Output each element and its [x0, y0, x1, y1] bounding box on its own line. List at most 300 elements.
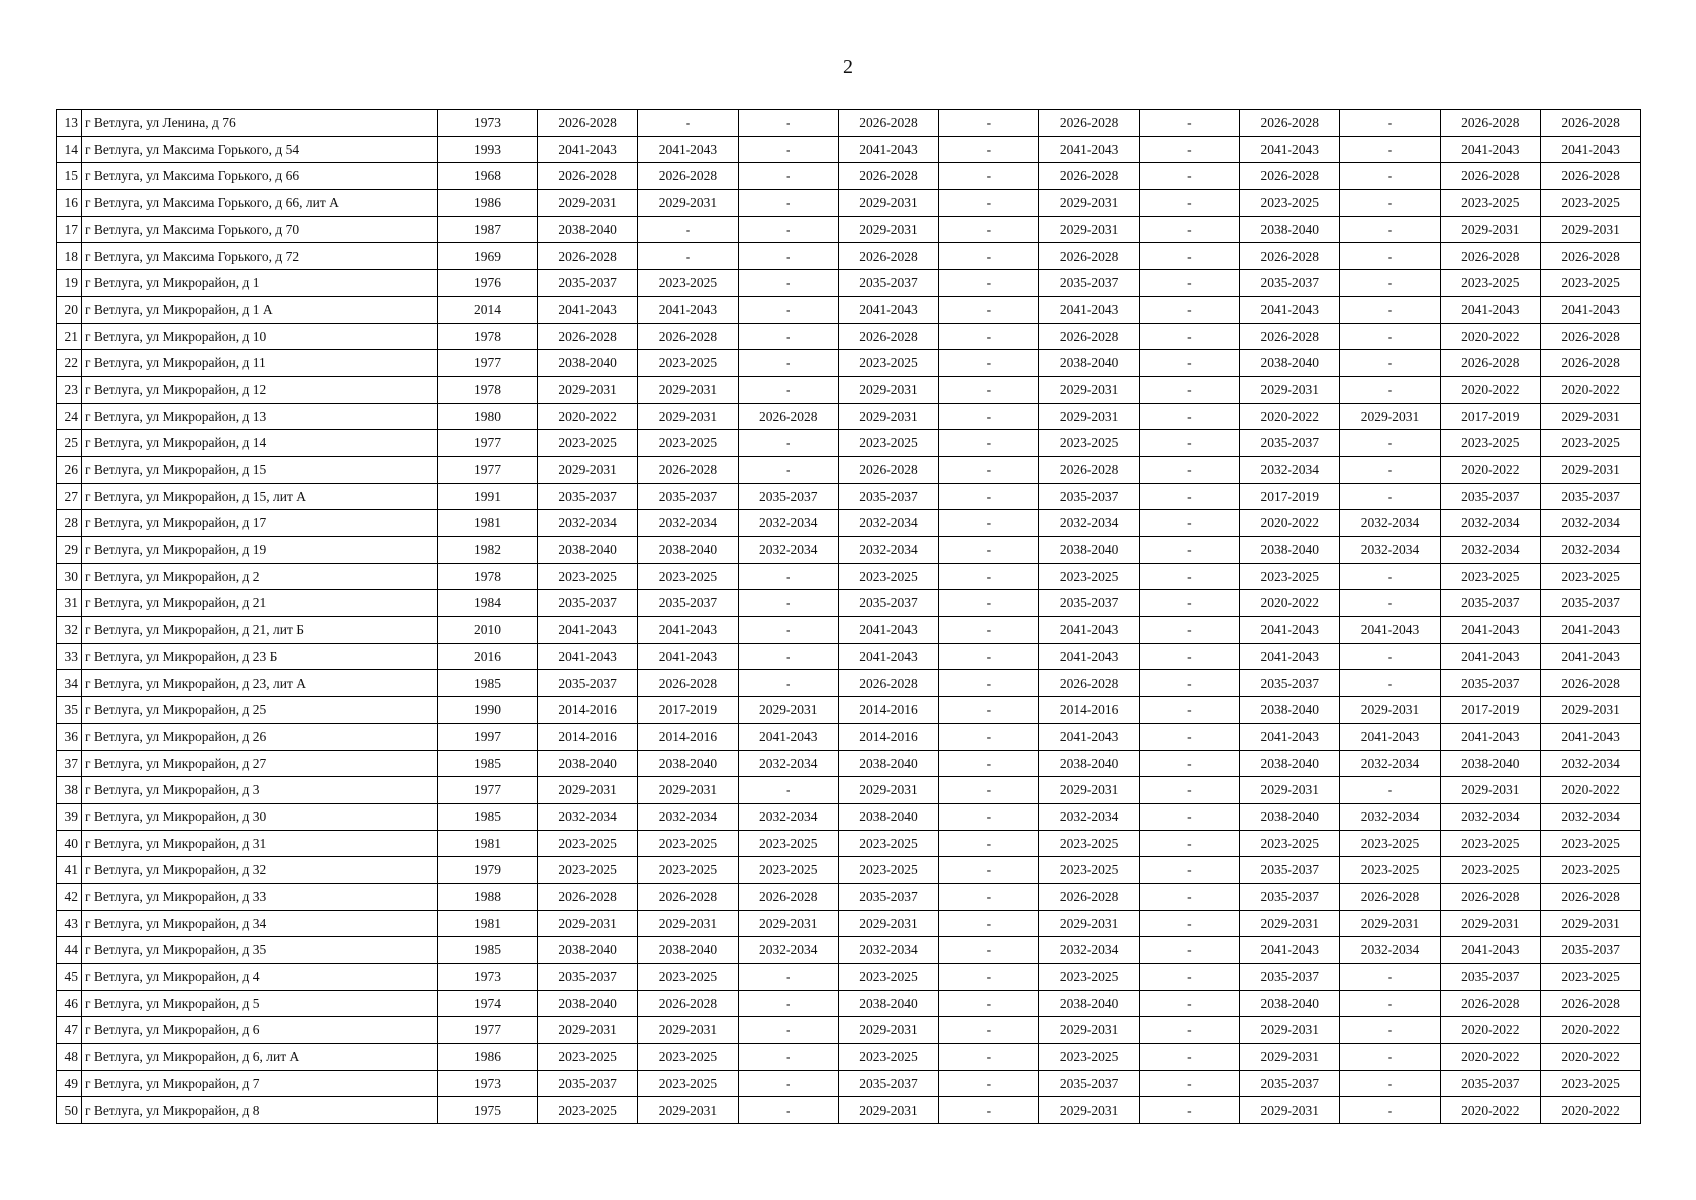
period-cell-2: 2041-2043	[638, 296, 738, 323]
period-cell-2: 2023-2025	[638, 830, 738, 857]
table-row	[57, 777, 1641, 804]
period-cell-8: 2035-2037	[1240, 670, 1340, 697]
period-cell-2: 2029-2031	[638, 403, 738, 430]
period-cell-5: -	[939, 163, 1039, 190]
table-row	[57, 1070, 1641, 1097]
period-cell-11: 2041-2043	[1540, 136, 1640, 163]
period-cell-3: 2032-2034	[738, 537, 838, 564]
address-cell: г Ветлуга, ул Микрорайон, д 12	[82, 376, 438, 403]
period-cell-3: 2032-2034	[738, 510, 838, 537]
period-cell-1: 2029-2031	[538, 456, 638, 483]
period-cell-1: 2023-2025	[538, 857, 638, 884]
build-year-cell: 1984	[438, 590, 538, 617]
period-cell-4: 2041-2043	[838, 617, 938, 644]
period-cell-4: 2035-2037	[838, 590, 938, 617]
period-cell-11: 2023-2025	[1540, 563, 1640, 590]
period-cell-9: -	[1340, 777, 1440, 804]
address-cell: г Ветлуга, ул Микрорайон, д 23 Б	[82, 643, 438, 670]
period-cell-2: -	[638, 243, 738, 270]
period-cell-9: -	[1340, 670, 1440, 697]
row-number-cell: 44	[57, 937, 82, 964]
period-cell-6: 2029-2031	[1039, 376, 1139, 403]
build-year-cell: 1975	[438, 1097, 538, 1124]
period-cell-6: 2026-2028	[1039, 243, 1139, 270]
table-row	[57, 216, 1641, 243]
period-cell-2: 2026-2028	[638, 163, 738, 190]
period-cell-2: -	[638, 110, 738, 137]
table-row	[57, 990, 1641, 1017]
period-cell-8: 2020-2022	[1240, 403, 1340, 430]
period-cell-3: 2029-2031	[738, 910, 838, 937]
table-row	[57, 937, 1641, 964]
period-cell-7: -	[1139, 857, 1239, 884]
period-cell-9: -	[1340, 350, 1440, 377]
period-cell-11: 2029-2031	[1540, 216, 1640, 243]
period-cell-8: 2029-2031	[1240, 1097, 1340, 1124]
period-cell-8: 2041-2043	[1240, 136, 1340, 163]
repair-schedule-table	[56, 109, 1641, 1124]
row-number-cell: 31	[57, 590, 82, 617]
period-cell-8: 2029-2031	[1240, 1017, 1340, 1044]
period-cell-2: 2023-2025	[638, 1070, 738, 1097]
address-cell: г Ветлуга, ул Максима Горького, д 72	[82, 243, 438, 270]
period-cell-9: -	[1340, 590, 1440, 617]
row-number-cell: 49	[57, 1070, 82, 1097]
period-cell-7: -	[1139, 777, 1239, 804]
period-cell-3: -	[738, 563, 838, 590]
period-cell-2: 2023-2025	[638, 1044, 738, 1071]
period-cell-9: -	[1340, 270, 1440, 297]
period-cell-6: 2032-2034	[1039, 803, 1139, 830]
period-cell-3: -	[738, 617, 838, 644]
period-cell-4: 2041-2043	[838, 296, 938, 323]
period-cell-11: 2029-2031	[1540, 697, 1640, 724]
period-cell-11: 2026-2028	[1540, 163, 1640, 190]
period-cell-2: 2026-2028	[638, 670, 738, 697]
period-cell-7: -	[1139, 163, 1239, 190]
row-number-cell: 24	[57, 403, 82, 430]
period-cell-2: 2014-2016	[638, 723, 738, 750]
period-cell-8: 2029-2031	[1240, 910, 1340, 937]
period-cell-7: -	[1139, 910, 1239, 937]
period-cell-3: -	[738, 1017, 838, 1044]
row-number-cell: 40	[57, 830, 82, 857]
period-cell-2: 2026-2028	[638, 883, 738, 910]
period-cell-2: 2029-2031	[638, 777, 738, 804]
row-number-cell: 39	[57, 803, 82, 830]
period-cell-9: -	[1340, 456, 1440, 483]
period-cell-10: 2023-2025	[1440, 270, 1540, 297]
period-cell-10: 2032-2034	[1440, 537, 1540, 564]
period-cell-6: 2023-2025	[1039, 430, 1139, 457]
period-cell-6: 2035-2037	[1039, 483, 1139, 510]
period-cell-8: 2041-2043	[1240, 723, 1340, 750]
table-row	[57, 323, 1641, 350]
table-row	[57, 750, 1641, 777]
period-cell-8: 2020-2022	[1240, 510, 1340, 537]
period-cell-5: -	[939, 670, 1039, 697]
period-cell-4: 2035-2037	[838, 883, 938, 910]
row-number-cell: 48	[57, 1044, 82, 1071]
period-cell-4: 2026-2028	[838, 163, 938, 190]
address-cell: г Ветлуга, ул Микрорайон, д 10	[82, 323, 438, 350]
period-cell-4: 2023-2025	[838, 857, 938, 884]
period-cell-9: -	[1340, 296, 1440, 323]
row-number-cell: 17	[57, 216, 82, 243]
period-cell-2: 2035-2037	[638, 590, 738, 617]
period-cell-2: -	[638, 216, 738, 243]
period-cell-7: -	[1139, 803, 1239, 830]
period-cell-10: 2029-2031	[1440, 910, 1540, 937]
period-cell-10: 2038-2040	[1440, 750, 1540, 777]
period-cell-3: -	[738, 590, 838, 617]
period-cell-1: 2038-2040	[538, 537, 638, 564]
period-cell-11: 2023-2025	[1540, 1070, 1640, 1097]
row-number-cell: 42	[57, 883, 82, 910]
period-cell-3: -	[738, 323, 838, 350]
build-year-cell: 1982	[438, 537, 538, 564]
period-cell-4: 2026-2028	[838, 456, 938, 483]
period-cell-1: 2032-2034	[538, 803, 638, 830]
period-cell-8: 2035-2037	[1240, 270, 1340, 297]
period-cell-11: 2023-2025	[1540, 430, 1640, 457]
period-cell-4: 2014-2016	[838, 697, 938, 724]
period-cell-11: 2035-2037	[1540, 590, 1640, 617]
build-year-cell: 1981	[438, 830, 538, 857]
period-cell-2: 2023-2025	[638, 430, 738, 457]
period-cell-1: 2032-2034	[538, 510, 638, 537]
period-cell-5: -	[939, 483, 1039, 510]
period-cell-1: 2026-2028	[538, 163, 638, 190]
period-cell-10: 2020-2022	[1440, 1017, 1540, 1044]
period-cell-3: 2032-2034	[738, 937, 838, 964]
table-row	[57, 803, 1641, 830]
period-cell-2: 2023-2025	[638, 350, 738, 377]
period-cell-11: 2026-2028	[1540, 110, 1640, 137]
period-cell-1: 2041-2043	[538, 296, 638, 323]
period-cell-10: 2026-2028	[1440, 350, 1540, 377]
period-cell-9: -	[1340, 1070, 1440, 1097]
period-cell-7: -	[1139, 110, 1239, 137]
period-cell-9: 2032-2034	[1340, 537, 1440, 564]
period-cell-9: -	[1340, 323, 1440, 350]
period-cell-5: -	[939, 243, 1039, 270]
period-cell-8: 2029-2031	[1240, 376, 1340, 403]
period-cell-4: 2035-2037	[838, 270, 938, 297]
period-cell-9: -	[1340, 483, 1440, 510]
address-cell: г Ветлуга, ул Микрорайон, д 33	[82, 883, 438, 910]
period-cell-7: -	[1139, 190, 1239, 217]
period-cell-10: 2041-2043	[1440, 617, 1540, 644]
row-number-cell: 23	[57, 376, 82, 403]
period-cell-11: 2023-2025	[1540, 964, 1640, 991]
period-cell-9: -	[1340, 376, 1440, 403]
period-cell-2: 2032-2034	[638, 803, 738, 830]
period-cell-6: 2041-2043	[1039, 136, 1139, 163]
address-cell: г Ветлуга, ул Микрорайон, д 15, лит А	[82, 483, 438, 510]
period-cell-5: -	[939, 697, 1039, 724]
period-cell-2: 2035-2037	[638, 483, 738, 510]
period-cell-4: 2035-2037	[838, 1070, 938, 1097]
period-cell-9: -	[1340, 163, 1440, 190]
period-cell-1: 2035-2037	[538, 483, 638, 510]
period-cell-11: 2020-2022	[1540, 1044, 1640, 1071]
period-cell-8: 2035-2037	[1240, 964, 1340, 991]
table-row	[57, 910, 1641, 937]
period-cell-3: -	[738, 270, 838, 297]
build-year-cell: 1978	[438, 563, 538, 590]
period-cell-3: 2023-2025	[738, 830, 838, 857]
period-cell-1: 2026-2028	[538, 883, 638, 910]
build-year-cell: 1974	[438, 990, 538, 1017]
address-cell: г Ветлуга, ул Микрорайон, д 6	[82, 1017, 438, 1044]
period-cell-2: 2023-2025	[638, 563, 738, 590]
row-number-cell: 29	[57, 537, 82, 564]
table-row	[57, 510, 1641, 537]
period-cell-8: 2020-2022	[1240, 590, 1340, 617]
table-row	[57, 136, 1641, 163]
period-cell-9: 2032-2034	[1340, 510, 1440, 537]
period-cell-8: 2026-2028	[1240, 163, 1340, 190]
period-cell-3: -	[738, 296, 838, 323]
period-cell-10: 2017-2019	[1440, 403, 1540, 430]
period-cell-10: 2035-2037	[1440, 590, 1540, 617]
build-year-cell: 1969	[438, 243, 538, 270]
address-cell: г Ветлуга, ул Микрорайон, д 1 А	[82, 296, 438, 323]
period-cell-3: -	[738, 243, 838, 270]
address-cell: г Ветлуга, ул Микрорайон, д 17	[82, 510, 438, 537]
period-cell-8: 2029-2031	[1240, 777, 1340, 804]
period-cell-1: 2029-2031	[538, 910, 638, 937]
period-cell-9: 2029-2031	[1340, 697, 1440, 724]
build-year-cell: 1985	[438, 670, 538, 697]
period-cell-10: 2041-2043	[1440, 296, 1540, 323]
build-year-cell: 1977	[438, 1017, 538, 1044]
period-cell-2: 2017-2019	[638, 697, 738, 724]
period-cell-8: 2041-2043	[1240, 617, 1340, 644]
period-cell-9: -	[1340, 643, 1440, 670]
period-cell-7: -	[1139, 270, 1239, 297]
address-cell: г Ветлуга, ул Микрорайон, д 27	[82, 750, 438, 777]
period-cell-1: 2020-2022	[538, 403, 638, 430]
period-cell-1: 2026-2028	[538, 110, 638, 137]
period-cell-6: 2029-2031	[1039, 216, 1139, 243]
row-number-cell: 38	[57, 777, 82, 804]
period-cell-11: 2032-2034	[1540, 803, 1640, 830]
period-cell-2: 2032-2034	[638, 510, 738, 537]
build-year-cell: 1985	[438, 750, 538, 777]
row-number-cell: 33	[57, 643, 82, 670]
period-cell-5: -	[939, 376, 1039, 403]
period-cell-11: 2023-2025	[1540, 857, 1640, 884]
row-number-cell: 35	[57, 697, 82, 724]
period-cell-10: 2026-2028	[1440, 110, 1540, 137]
period-cell-11: 2029-2031	[1540, 403, 1640, 430]
period-cell-11: 2029-2031	[1540, 910, 1640, 937]
period-cell-5: -	[939, 803, 1039, 830]
period-cell-1: 2038-2040	[538, 937, 638, 964]
build-year-cell: 1993	[438, 136, 538, 163]
period-cell-10: 2026-2028	[1440, 990, 1540, 1017]
period-cell-2: 2041-2043	[638, 136, 738, 163]
period-cell-7: -	[1139, 296, 1239, 323]
period-cell-3: 2023-2025	[738, 857, 838, 884]
period-cell-9: -	[1340, 1044, 1440, 1071]
row-number-cell: 36	[57, 723, 82, 750]
period-cell-1: 2023-2025	[538, 830, 638, 857]
period-cell-9: -	[1340, 136, 1440, 163]
period-cell-7: -	[1139, 643, 1239, 670]
address-cell: г Ветлуга, ул Микрорайон, д 35	[82, 937, 438, 964]
period-cell-5: -	[939, 1044, 1039, 1071]
period-cell-6: 2038-2040	[1039, 350, 1139, 377]
period-cell-3: -	[738, 1044, 838, 1071]
period-cell-4: 2029-2031	[838, 376, 938, 403]
period-cell-5: -	[939, 883, 1039, 910]
period-cell-8: 2038-2040	[1240, 750, 1340, 777]
period-cell-10: 2020-2022	[1440, 1097, 1540, 1124]
period-cell-11: 2020-2022	[1540, 777, 1640, 804]
table-row	[57, 243, 1641, 270]
period-cell-7: -	[1139, 723, 1239, 750]
period-cell-1: 2041-2043	[538, 643, 638, 670]
period-cell-7: -	[1139, 670, 1239, 697]
period-cell-2: 2023-2025	[638, 857, 738, 884]
period-cell-6: 2041-2043	[1039, 296, 1139, 323]
period-cell-6: 2029-2031	[1039, 1017, 1139, 1044]
period-cell-2: 2038-2040	[638, 750, 738, 777]
period-cell-10: 2020-2022	[1440, 323, 1540, 350]
period-cell-1: 2035-2037	[538, 1070, 638, 1097]
period-cell-4: 2023-2025	[838, 563, 938, 590]
period-cell-6: 2038-2040	[1039, 537, 1139, 564]
period-cell-9: 2023-2025	[1340, 830, 1440, 857]
period-cell-9: -	[1340, 990, 1440, 1017]
period-cell-4: 2026-2028	[838, 243, 938, 270]
row-number-cell: 14	[57, 136, 82, 163]
table-row	[57, 563, 1641, 590]
period-cell-10: 2026-2028	[1440, 163, 1540, 190]
period-cell-11: 2026-2028	[1540, 670, 1640, 697]
period-cell-4: 2023-2025	[838, 830, 938, 857]
period-cell-8: 2032-2034	[1240, 456, 1340, 483]
period-cell-7: -	[1139, 403, 1239, 430]
period-cell-8: 2026-2028	[1240, 243, 1340, 270]
build-year-cell: 1985	[438, 803, 538, 830]
address-cell: г Ветлуга, ул Микрорайон, д 7	[82, 1070, 438, 1097]
period-cell-8: 2035-2037	[1240, 1070, 1340, 1097]
period-cell-5: -	[939, 937, 1039, 964]
build-year-cell: 1986	[438, 190, 538, 217]
period-cell-9: -	[1340, 964, 1440, 991]
period-cell-3: -	[738, 216, 838, 243]
period-cell-8: 2041-2043	[1240, 296, 1340, 323]
row-number-cell: 20	[57, 296, 82, 323]
period-cell-8: 2041-2043	[1240, 937, 1340, 964]
address-cell: г Ветлуга, ул Микрорайон, д 34	[82, 910, 438, 937]
period-cell-4: 2023-2025	[838, 964, 938, 991]
row-number-cell: 22	[57, 350, 82, 377]
period-cell-2: 2023-2025	[638, 270, 738, 297]
row-number-cell: 46	[57, 990, 82, 1017]
period-cell-4: 2014-2016	[838, 723, 938, 750]
row-number-cell: 47	[57, 1017, 82, 1044]
period-cell-7: -	[1139, 750, 1239, 777]
period-cell-6: 2026-2028	[1039, 883, 1139, 910]
table-row	[57, 403, 1641, 430]
address-cell: г Ветлуга, ул Максима Горького, д 70	[82, 216, 438, 243]
row-number-cell: 21	[57, 323, 82, 350]
period-cell-6: 2026-2028	[1039, 670, 1139, 697]
period-cell-7: -	[1139, 1044, 1239, 1071]
period-cell-6: 2041-2043	[1039, 617, 1139, 644]
address-cell: г Ветлуга, ул Микрорайон, д 11	[82, 350, 438, 377]
period-cell-8: 2038-2040	[1240, 697, 1340, 724]
period-cell-5: -	[939, 270, 1039, 297]
period-cell-11: 2041-2043	[1540, 617, 1640, 644]
period-cell-8: 2023-2025	[1240, 190, 1340, 217]
table-row	[57, 964, 1641, 991]
period-cell-9: 2041-2043	[1340, 723, 1440, 750]
table-row	[57, 883, 1641, 910]
period-cell-6: 2026-2028	[1039, 163, 1139, 190]
table-row	[57, 590, 1641, 617]
period-cell-1: 2026-2028	[538, 323, 638, 350]
period-cell-11: 2032-2034	[1540, 750, 1640, 777]
build-year-cell: 1988	[438, 883, 538, 910]
period-cell-8: 2023-2025	[1240, 563, 1340, 590]
build-year-cell: 1986	[438, 1044, 538, 1071]
period-cell-3: -	[738, 163, 838, 190]
period-cell-1: 2041-2043	[538, 136, 638, 163]
period-cell-2: 2041-2043	[638, 617, 738, 644]
period-cell-7: -	[1139, 136, 1239, 163]
period-cell-9: -	[1340, 563, 1440, 590]
table-row	[57, 296, 1641, 323]
period-cell-5: -	[939, 1070, 1039, 1097]
period-cell-4: 2029-2031	[838, 910, 938, 937]
period-cell-5: -	[939, 910, 1039, 937]
period-cell-6: 2029-2031	[1039, 190, 1139, 217]
period-cell-7: -	[1139, 376, 1239, 403]
period-cell-3: -	[738, 964, 838, 991]
period-cell-10: 2020-2022	[1440, 1044, 1540, 1071]
period-cell-4: 2041-2043	[838, 643, 938, 670]
period-cell-7: -	[1139, 697, 1239, 724]
period-cell-4: 2029-2031	[838, 403, 938, 430]
period-cell-6: 2023-2025	[1039, 964, 1139, 991]
period-cell-4: 2038-2040	[838, 803, 938, 830]
period-cell-3: 2041-2043	[738, 723, 838, 750]
table-row	[57, 697, 1641, 724]
period-cell-9: -	[1340, 1097, 1440, 1124]
table-row	[57, 1097, 1641, 1124]
period-cell-2: 2041-2043	[638, 643, 738, 670]
period-cell-8: 2038-2040	[1240, 990, 1340, 1017]
period-cell-5: -	[939, 403, 1039, 430]
period-cell-5: -	[939, 190, 1039, 217]
build-year-cell: 1976	[438, 270, 538, 297]
period-cell-3: 2032-2034	[738, 803, 838, 830]
period-cell-6: 2026-2028	[1039, 456, 1139, 483]
period-cell-1: 2035-2037	[538, 270, 638, 297]
row-number-cell: 32	[57, 617, 82, 644]
address-cell: г Ветлуга, ул Микрорайон, д 30	[82, 803, 438, 830]
period-cell-11: 2035-2037	[1540, 937, 1640, 964]
period-cell-10: 2020-2022	[1440, 456, 1540, 483]
period-cell-1: 2023-2025	[538, 1097, 638, 1124]
period-cell-10: 2041-2043	[1440, 643, 1540, 670]
